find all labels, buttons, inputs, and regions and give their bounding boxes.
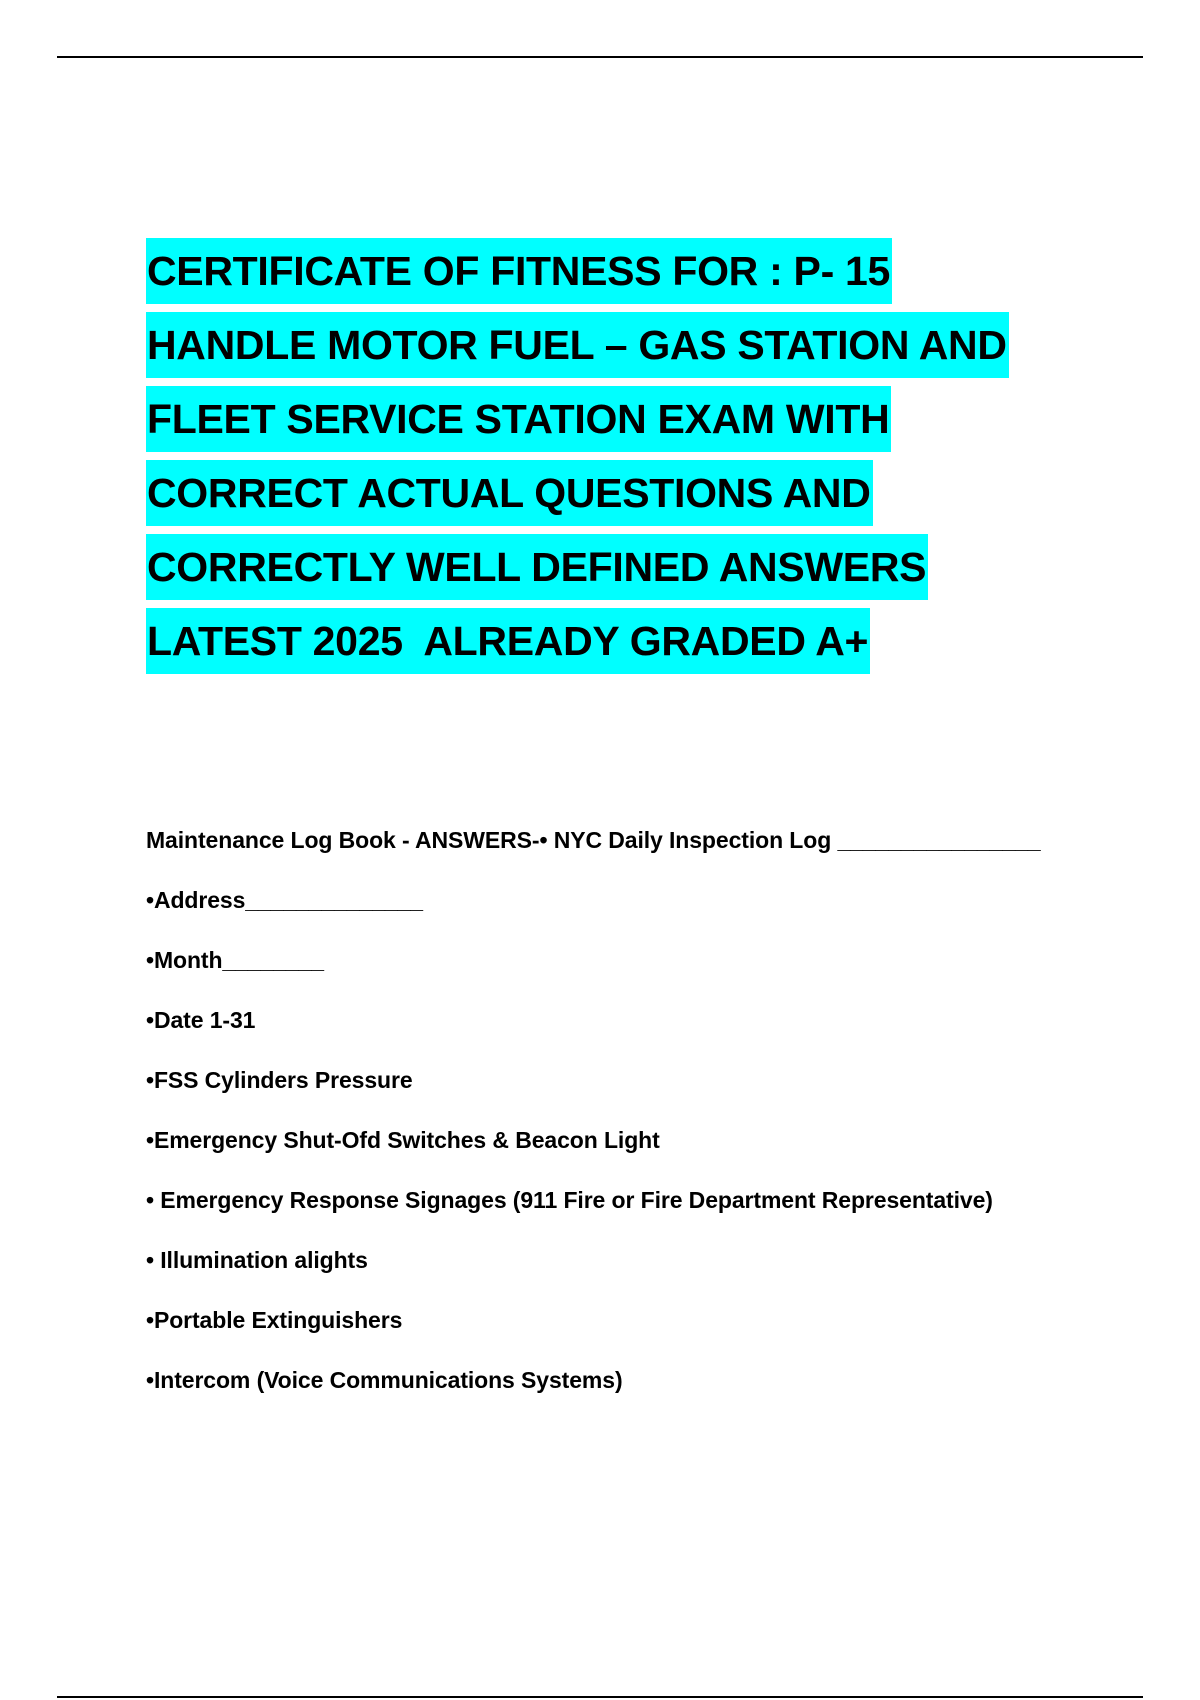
log-item-emergency-shutoff: •Emergency Shut-Ofd Switches & Beacon Light [146, 1127, 660, 1153]
title-line-text: CORRECTLY WELL DEFINED ANSWERS [146, 534, 928, 600]
title-line-text: HANDLE MOTOR FUEL – GAS STATION AND [146, 312, 1009, 378]
log-item-address: •Address______________ [146, 887, 423, 913]
log-item-fss-cylinders: •FSS Cylinders Pressure [146, 1067, 413, 1093]
title-line [146, 238, 1146, 312]
title-line [146, 460, 1146, 534]
title-line [146, 386, 1146, 460]
bottom-rule [57, 1696, 1143, 1698]
title-line-text: CERTIFICATE OF FITNESS FOR : P- 15 [146, 238, 892, 304]
title-line-text: FLEET SERVICE STATION EXAM WITH [146, 386, 891, 452]
log-item-month: •Month________ [146, 947, 324, 973]
title-line-text: CORRECT ACTUAL QUESTIONS AND [146, 460, 873, 526]
document-title [146, 238, 1146, 682]
title-line [146, 312, 1146, 386]
log-item-emergency-signage: • Emergency Response Signages (911 Fire or Fire Department Representative) [146, 1187, 993, 1213]
log-item-date: •Date 1-31 [146, 1007, 256, 1033]
title-line [146, 608, 1146, 682]
log-heading: Maintenance Log Book - ANSWERS-• NYC Daily Inspection Log ________________ [146, 827, 1041, 853]
title-line [146, 534, 1146, 608]
log-item-illumination: • Illumination alights [146, 1247, 368, 1273]
log-item-intercom: •Intercom (Voice Communications Systems) [146, 1367, 623, 1393]
log-item-extinguishers: •Portable Extinguishers [146, 1307, 403, 1333]
title-line-text: LATEST 2025 ALREADY GRADED A+ [146, 608, 870, 674]
top-rule [57, 56, 1143, 58]
maintenance-log-list [146, 820, 1146, 1420]
